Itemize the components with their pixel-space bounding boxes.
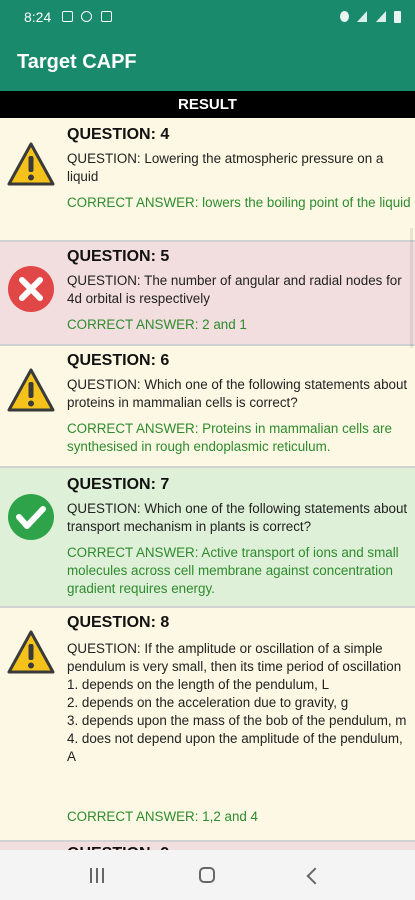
- signal-icon: [376, 11, 386, 22]
- question-card[interactable]: [0, 242, 415, 346]
- warning-icon: [6, 366, 56, 416]
- correct-answer: CORRECT ANSWER: Active transport of ions and small molecules across cell membrane against concentration gradient requires energy.: [67, 545, 399, 596]
- wifi-icon: [357, 11, 367, 22]
- warning-icon: [6, 628, 56, 678]
- question-list[interactable]: [0, 118, 415, 850]
- correct-answer: CORRECT ANSWER: lowers the boiling point of the liquid: [67, 195, 411, 210]
- home-button[interactable]: [199, 867, 215, 883]
- alarm-icon: [340, 11, 349, 22]
- whatsapp-icon: [81, 11, 92, 22]
- correct-answer: CORRECT ANSWER: 2 and 1: [67, 317, 247, 332]
- question-number: QUESTION: 5: [67, 248, 170, 265]
- question-number: QUESTION: 4: [67, 126, 170, 143]
- notification-icons: [62, 11, 116, 22]
- question-number: QUESTION: 7: [67, 476, 170, 493]
- result-header: RESULT: [0, 91, 415, 118]
- image-icon: [62, 11, 73, 22]
- navigation-bar: [0, 850, 415, 900]
- question-text: QUESTION: Which one of the following statements about transport mechanism in plants is correct?: [67, 501, 408, 534]
- warning-icon: [6, 140, 56, 190]
- status-bar: [0, 0, 415, 34]
- status-time: 8:24: [24, 9, 52, 25]
- question-text: QUESTION: The number of angular and radial nodes for 4d orbital is respectively: [67, 273, 402, 306]
- question-number: QUESTION: 8: [67, 614, 170, 631]
- app-title: Target CAPF: [17, 51, 137, 73]
- correct-answer: CORRECT ANSWER: Proteins in mammalian cells are synthesised in rough endoplasmic reticulum.: [67, 421, 392, 454]
- question-number: QUESTION: 6: [67, 352, 170, 369]
- question-card[interactable]: [0, 608, 415, 842]
- question-card[interactable]: [0, 118, 415, 242]
- app-notification-icon: [101, 11, 112, 22]
- system-icons: [336, 11, 401, 23]
- question-card[interactable]: [0, 346, 415, 468]
- battery-icon: [394, 11, 401, 23]
- correct-icon: [6, 492, 56, 542]
- question-text: QUESTION: Which one of the following statements about proteins in mammalian cells is correct?: [67, 377, 408, 410]
- app-bar: [0, 34, 415, 91]
- question-card[interactable]: [0, 468, 415, 608]
- wrong-icon: [6, 264, 56, 314]
- back-button[interactable]: [307, 868, 324, 885]
- question-text: QUESTION: Lowering the atmospheric pressure on a liquid: [67, 151, 384, 184]
- recents-button[interactable]: [90, 868, 108, 883]
- correct-answer: CORRECT ANSWER: 1,2 and 4: [67, 809, 259, 824]
- question-text: QUESTION: If the amplitude or oscillation of a simple pendulum is very small, then its time period of oscillation 1. depends on the length of the pendulum, L 2. depends on the acceleration due to gravity, g 3. depends upon the mass of the bob of the pendulum, m 4. does not depend upon the amplitude of the pendulum, A: [67, 641, 407, 764]
- scrollbar[interactable]: [410, 228, 413, 348]
